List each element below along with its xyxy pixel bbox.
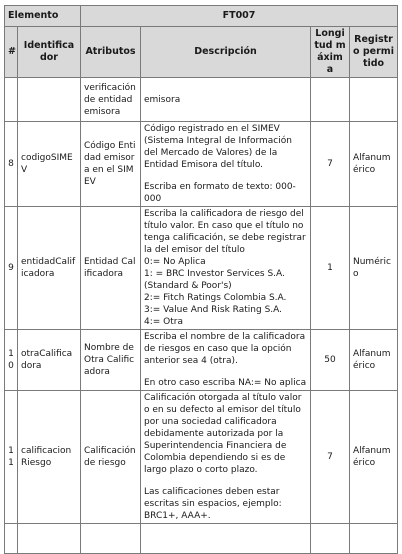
header-descripcion: Descripción <box>141 27 311 78</box>
row-attribute: Entidad Calificadora <box>81 207 141 330</box>
row-identifier: calificacionRiesgo <box>18 391 81 524</box>
description-line: En otro caso escriba NA:= No aplica <box>144 378 307 388</box>
header-form-code: FT007 <box>81 6 398 27</box>
row-identifier: otraCalificadora <box>18 330 81 391</box>
cutoff-cell <box>81 524 141 554</box>
row-attribute: Calificación de riesgo <box>81 391 141 524</box>
row-allowed-type: Numérico <box>350 207 398 330</box>
spec-table-container <box>4 5 397 554</box>
table-header-row-2 <box>5 27 398 78</box>
table-row <box>5 207 398 330</box>
row-allowed-type <box>350 78 398 122</box>
description-line: 4:= Otra <box>144 317 183 327</box>
field-spec-table <box>4 5 398 554</box>
table-row <box>5 391 398 524</box>
row-max-length: 7 <box>311 122 350 207</box>
description-line: 0:= No Aplica <box>144 257 206 267</box>
table-row-cutoff <box>5 524 398 554</box>
table-row <box>5 330 398 391</box>
row-number: 10 <box>5 330 18 391</box>
description-line: Las calificaciones deben estar escritas sin espacios, ejemplo: BRC1+, AAA+. <box>144 487 282 521</box>
row-attribute: Nombre de Otra Calificadora <box>81 330 141 391</box>
row-attribute: verificación de entidad emisora <box>81 78 141 122</box>
header-atributos: Atributos <box>81 27 141 78</box>
cutoff-cell <box>141 524 311 554</box>
cutoff-cell <box>311 524 350 554</box>
description-line: 1: = BRC Investor Services S.A. (Standard & Poor's) <box>144 269 285 291</box>
cutoff-cell <box>18 524 81 554</box>
row-number: 9 <box>5 207 18 330</box>
cutoff-cell <box>350 524 398 554</box>
row-attribute: Código Entidad emisora en el SIMEV <box>81 122 141 207</box>
description-line: Escriba el nombre de la calificadora de riesgos en caso que la opción anterior sea 4 (otra). <box>144 332 306 366</box>
header-identificador: Identificador <box>18 27 81 78</box>
row-identifier: codigoSIMEV <box>18 122 81 207</box>
header-elemento: Elemento <box>5 6 81 27</box>
row-max-length <box>311 78 350 122</box>
row-number <box>5 78 18 122</box>
description-line: Escriba en formato de texto: 000-000 <box>144 182 296 204</box>
description-line: Código registrado en el SIMEV (Sistema Integral de Información del Mercado de Valores) de la Entidad Emisora del título. <box>144 124 292 170</box>
row-description <box>141 391 311 524</box>
row-max-length: 50 <box>311 330 350 391</box>
row-allowed-type: Alfanumérico <box>350 330 398 391</box>
description-line: 2:= Fitch Ratings Colombia S.A. <box>144 293 287 303</box>
description-spacer <box>144 171 307 181</box>
header-longitud: Longitud máxima <box>311 27 350 78</box>
header-number: # <box>5 27 18 78</box>
row-allowed-type: Alfanumérico <box>350 122 398 207</box>
row-identifier: entidadCalificadora <box>18 207 81 330</box>
row-max-length: 1 <box>311 207 350 330</box>
table-row <box>5 78 398 122</box>
description-line: emisora <box>144 94 181 105</box>
row-description <box>141 207 311 330</box>
description-line: 3:= Value And Risk Rating S.A. <box>144 305 282 315</box>
cutoff-cell <box>5 524 18 554</box>
row-description <box>141 78 311 122</box>
row-identifier <box>18 78 81 122</box>
table-header-row-1 <box>5 6 398 27</box>
row-number: 11 <box>5 391 18 524</box>
row-max-length: 7 <box>311 391 350 524</box>
description-line: Escriba la calificadora de riesgo del título valor. En caso que el título no tenga calificación, se debe registrar la del emisor del título <box>144 209 306 255</box>
description-line: Calificación otorgada al título valor o en su defecto al emisor del título por una sociedad calificadora debidamente autorizada por la Superintendencia Financiera de Colombia dependiendo si es de largo plazo o corto plazo. <box>144 393 302 475</box>
row-allowed-type: Alfanumérico <box>350 391 398 524</box>
row-number: 8 <box>5 122 18 207</box>
description-spacer <box>144 367 307 377</box>
row-description <box>141 330 311 391</box>
row-description <box>141 122 311 207</box>
table-row <box>5 122 398 207</box>
description-spacer <box>144 476 307 486</box>
header-registro: Registro permitido <box>350 27 398 78</box>
